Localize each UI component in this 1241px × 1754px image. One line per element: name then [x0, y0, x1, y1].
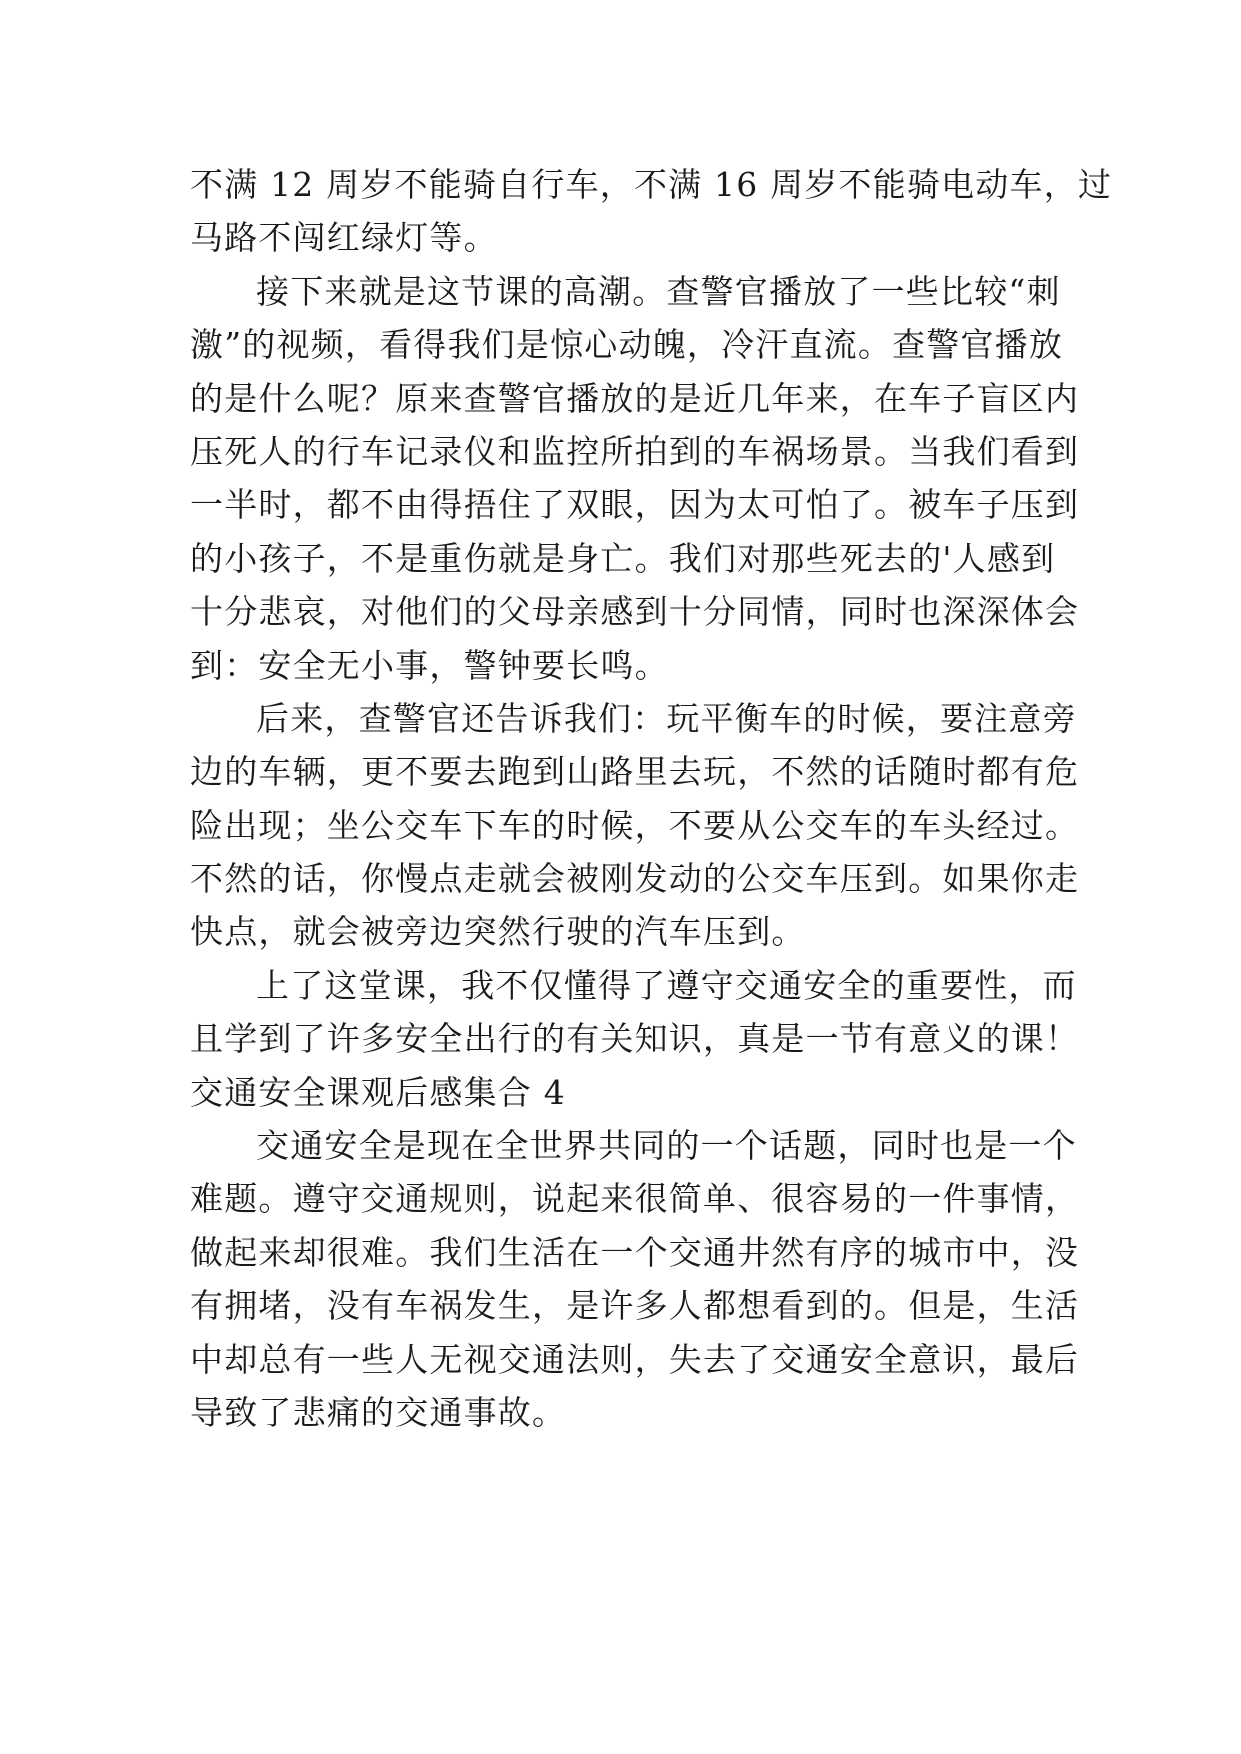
text-line: 险出现；坐公交车下车的时候，不要从公交车的车头经过。 — [190, 805, 1080, 845]
text-line: 马路不闯红绿灯等。 — [190, 218, 498, 258]
paragraph-start-line: 交通安全是现在全世界共同的一个话题，同时也是一个 — [256, 1126, 1077, 1166]
article-body — [190, 158, 1113, 1439]
text-line: 中却总有一些人无视交通法则，失去了交通安全意识，最后 — [190, 1339, 1080, 1379]
text-line: 有拥堵，没有车祸发生，是许多人都想看到的。但是，生活 — [190, 1286, 1080, 1326]
text-line: 不然的话，你慢点走就会被刚发动的公交车压到。如果你走 — [190, 859, 1080, 899]
section-heading: 交通安全课观后感集合 4 — [190, 1072, 566, 1112]
text-line: 压死人的行车记录仪和监控所拍到的车祸场景。当我们看到 — [190, 431, 1080, 471]
paragraph-start-line: 后来，查警官还告诉我们：玩平衡车的时候，要注意旁 — [256, 698, 1077, 738]
paragraph-start-line: 接下来就是这节课的高潮。查警官播放了一些比较“刺 — [256, 271, 1061, 311]
text-line: 且学到了许多安全出行的有关知识，真是一节有意义的课！ — [190, 1019, 1080, 1059]
text-line: 到：安全无小事，警钟要长鸣。 — [190, 645, 669, 685]
text-line: 难题。遵守交通规则，说起来很简单、很容易的一件事情， — [190, 1179, 1080, 1219]
text-line: 十分悲哀，对他们的父母亲感到十分同情，同时也深深体会 — [190, 592, 1080, 632]
paragraph-start-line: 上了这堂课，我不仅懂得了遵守交通安全的重要性，而 — [256, 965, 1077, 1005]
text-line: 快点，就会被旁边突然行驶的汽车压到。 — [190, 912, 806, 952]
text-line: 的小孩子，不是重伤就是身亡。我们对那些死去的'人感到 — [190, 538, 1056, 578]
text-line: 不满 12 周岁不能骑自行车，不满 16 周岁不能骑电动车，过 — [190, 165, 1113, 204]
text-line: 边的车辆，更不要去跑到山路里去玩，不然的话随时都有危 — [190, 752, 1080, 792]
text-line: 激”的视频，看得我们是惊心动魄，冷汗直流。查警官播放 — [190, 325, 1064, 365]
text-line: 的是什么呢？原来查警官播放的是近几年来，在车子盲区内 — [190, 378, 1080, 418]
text-line: 做起来却很难。我们生活在一个交通井然有序的城市中，没 — [190, 1232, 1080, 1272]
text-line: 导致了悲痛的交通事故。 — [190, 1392, 567, 1432]
text-line: 一半时，都不由得捂住了双眼，因为太可怕了。被车子压到 — [190, 485, 1080, 525]
